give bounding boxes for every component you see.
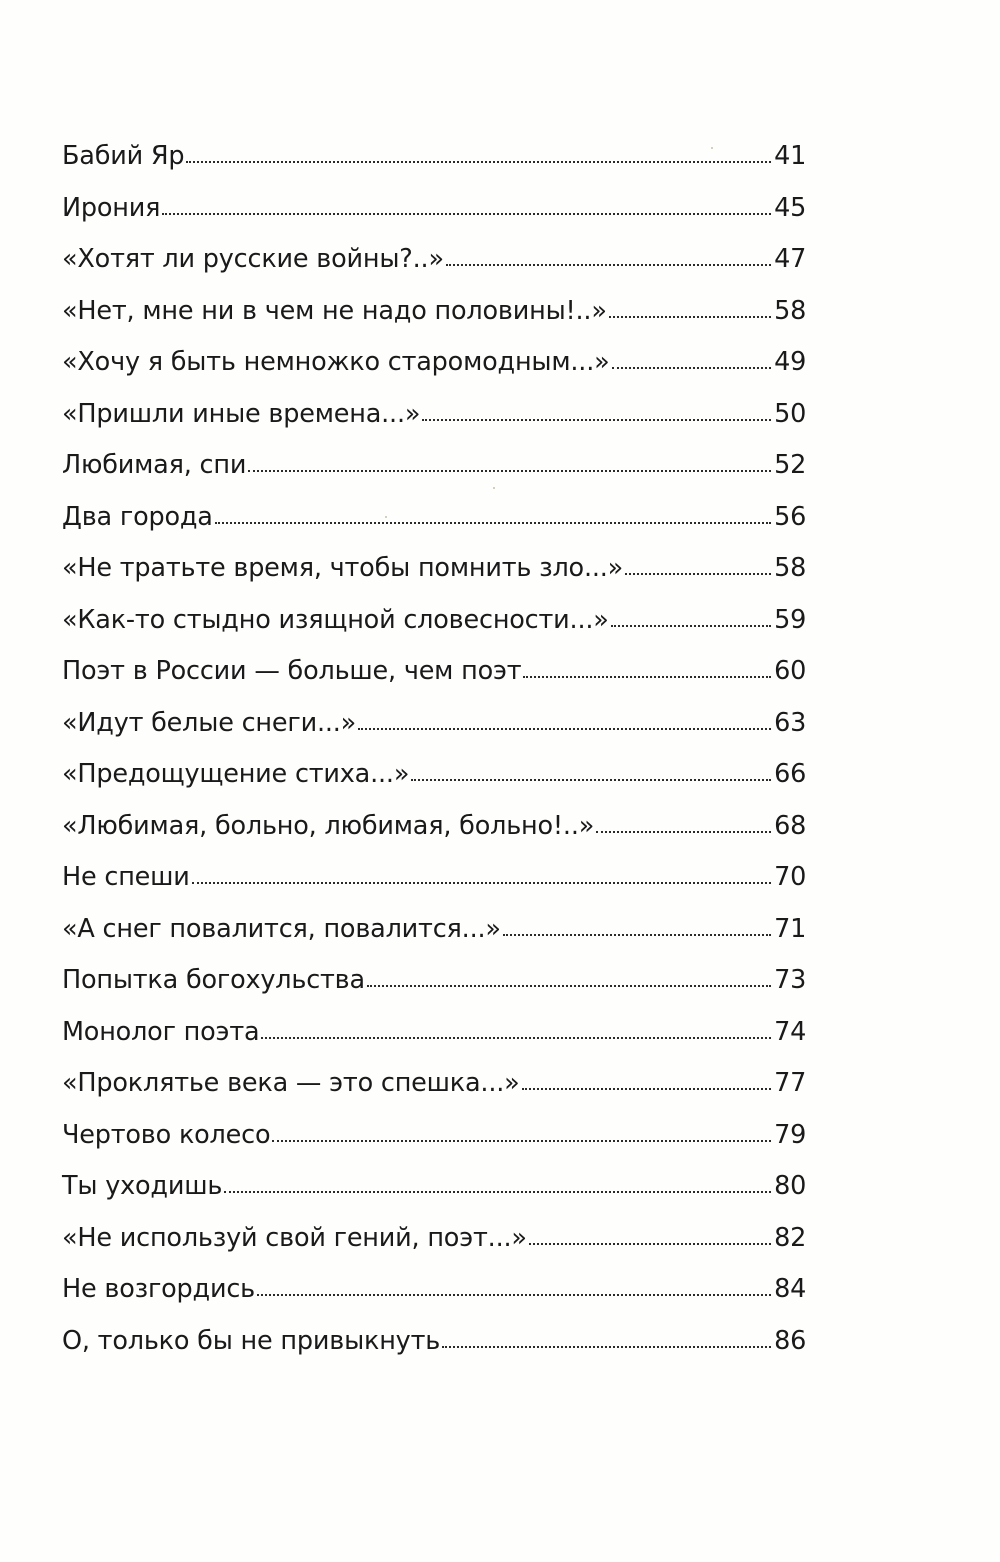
toc-entry — [62, 337, 806, 389]
toc-entry-page-number: 45 — [774, 192, 806, 223]
dot-leader — [625, 571, 771, 575]
toc-entry-title: «Предощущение стиха...» — [62, 759, 410, 789]
toc-entry-page-number: 68 — [774, 810, 806, 841]
toc-entry-title: Попытка богохульства — [62, 965, 365, 995]
toc-entry-title: «Идут белые снеги...» — [62, 707, 357, 738]
toc-entry-title: Бабий Яр — [62, 141, 185, 171]
toc-entry — [62, 646, 806, 698]
dot-leader — [611, 623, 771, 627]
dot-leader — [503, 932, 771, 936]
toc-entry — [62, 1213, 806, 1265]
toc-entry — [62, 904, 806, 956]
toc-entry-title: Монолог поэта — [62, 1016, 260, 1047]
paper-speck — [385, 516, 387, 518]
dot-leader — [442, 1344, 771, 1348]
toc-entry — [62, 801, 806, 853]
toc-entry — [62, 492, 806, 544]
paper-speck — [711, 147, 713, 149]
toc-entry-page-number: 84 — [774, 1274, 806, 1304]
toc-entry-title: Любимая, спи — [62, 450, 247, 480]
toc-entry — [62, 1316, 806, 1368]
toc-entry-page-number: 60 — [774, 656, 806, 686]
toc-entry — [62, 543, 806, 595]
toc-entry-title: «Не тратьте время, чтобы помнить зло...» — [62, 553, 624, 583]
dot-leader — [224, 1189, 771, 1193]
table-of-contents — [62, 131, 806, 1367]
toc-entry-page-number: 47 — [774, 244, 806, 274]
toc-entry-title: «Как-то стыдно изящной словесности...» — [62, 604, 609, 635]
toc-entry-title: Не возгордись — [62, 1274, 255, 1304]
dot-leader — [411, 777, 771, 781]
toc-entry-title: Ты уходишь — [62, 1171, 223, 1201]
toc-entry-title: «Проклятье века — это спешка...» — [62, 1068, 520, 1098]
toc-entry-title: «Любимая, больно, любимая, больно!..» — [62, 810, 595, 841]
toc-entry-page-number: 74 — [774, 1016, 806, 1047]
toc-entry — [62, 234, 806, 286]
toc-entry-page-number: 82 — [774, 1222, 806, 1253]
dot-leader — [186, 159, 771, 163]
toc-entry-page-number: 86 — [774, 1325, 806, 1356]
toc-entry-page-number: 66 — [774, 759, 806, 789]
toc-entry-page-number: 77 — [774, 1068, 806, 1098]
toc-entry-title: «Хотят ли русские войны?..» — [62, 244, 444, 274]
toc-entry-title: О, только бы не привыкнуть — [62, 1325, 441, 1356]
toc-entry — [62, 389, 806, 441]
toc-entry-page-number: 50 — [774, 398, 806, 429]
dot-leader — [596, 829, 771, 833]
dot-leader — [248, 468, 771, 472]
toc-entry — [62, 749, 806, 801]
toc-entry-page-number: 63 — [774, 707, 806, 738]
dot-leader — [446, 262, 771, 266]
toc-entry — [62, 852, 806, 904]
toc-entry-title: «Не используй свой гений, поэт...» — [62, 1222, 527, 1253]
dot-leader — [358, 726, 771, 730]
toc-entry-page-number: 71 — [774, 913, 806, 944]
toc-entry-title: Ирония — [62, 192, 161, 223]
dot-leader — [257, 1292, 771, 1296]
toc-entry-title: Поэт в России — больше, чем поэт — [62, 656, 522, 686]
toc-entry — [62, 1058, 806, 1110]
toc-entry-page-number: 58 — [774, 295, 806, 326]
toc-entry — [62, 286, 806, 338]
toc-entry-title: «Нет, мне ни в чем не надо половины!..» — [62, 295, 607, 326]
toc-entry — [62, 440, 806, 492]
dot-leader — [609, 314, 771, 318]
toc-entry — [62, 1110, 806, 1162]
toc-entry-title: «А снег повалится, повалится...» — [62, 913, 501, 944]
dot-leader — [529, 1241, 771, 1245]
toc-entry — [62, 1007, 806, 1059]
paper-speck — [493, 487, 495, 489]
toc-entry-page-number: 73 — [774, 965, 806, 995]
toc-entry-title: Два города — [62, 501, 213, 532]
toc-entry-page-number: 59 — [774, 604, 806, 635]
toc-entry-page-number: 80 — [774, 1171, 806, 1201]
dot-leader — [272, 1138, 771, 1142]
toc-entry-page-number: 49 — [774, 347, 806, 377]
dot-leader — [367, 983, 771, 987]
dot-leader — [215, 520, 771, 524]
toc-entry — [62, 698, 806, 750]
toc-entry — [62, 955, 806, 1007]
toc-entry-title: Чертово колесо — [62, 1119, 271, 1150]
toc-entry-title: «Хочу я быть немножко старомодным...» — [62, 347, 610, 377]
toc-entry — [62, 131, 806, 183]
toc-entry — [62, 183, 806, 235]
toc-entry-page-number: 52 — [774, 450, 806, 480]
dot-leader — [523, 674, 771, 678]
toc-entry-page-number: 70 — [774, 862, 806, 892]
toc-entry-page-number: 56 — [774, 501, 806, 532]
dot-leader — [612, 365, 772, 369]
toc-entry — [62, 595, 806, 647]
toc-entry — [62, 1161, 806, 1213]
dot-leader — [261, 1035, 771, 1039]
toc-entry — [62, 1264, 806, 1316]
dot-leader — [192, 880, 771, 884]
toc-entry-title: Не спеши — [62, 862, 190, 892]
toc-entry-page-number: 79 — [774, 1119, 806, 1150]
dot-leader — [162, 211, 771, 215]
toc-entry-page-number: 58 — [774, 553, 806, 583]
toc-entry-page-number: 41 — [774, 141, 806, 171]
dot-leader — [422, 417, 771, 421]
dot-leader — [522, 1086, 772, 1090]
toc-entry-title: «Пришли иные времена...» — [62, 398, 421, 429]
